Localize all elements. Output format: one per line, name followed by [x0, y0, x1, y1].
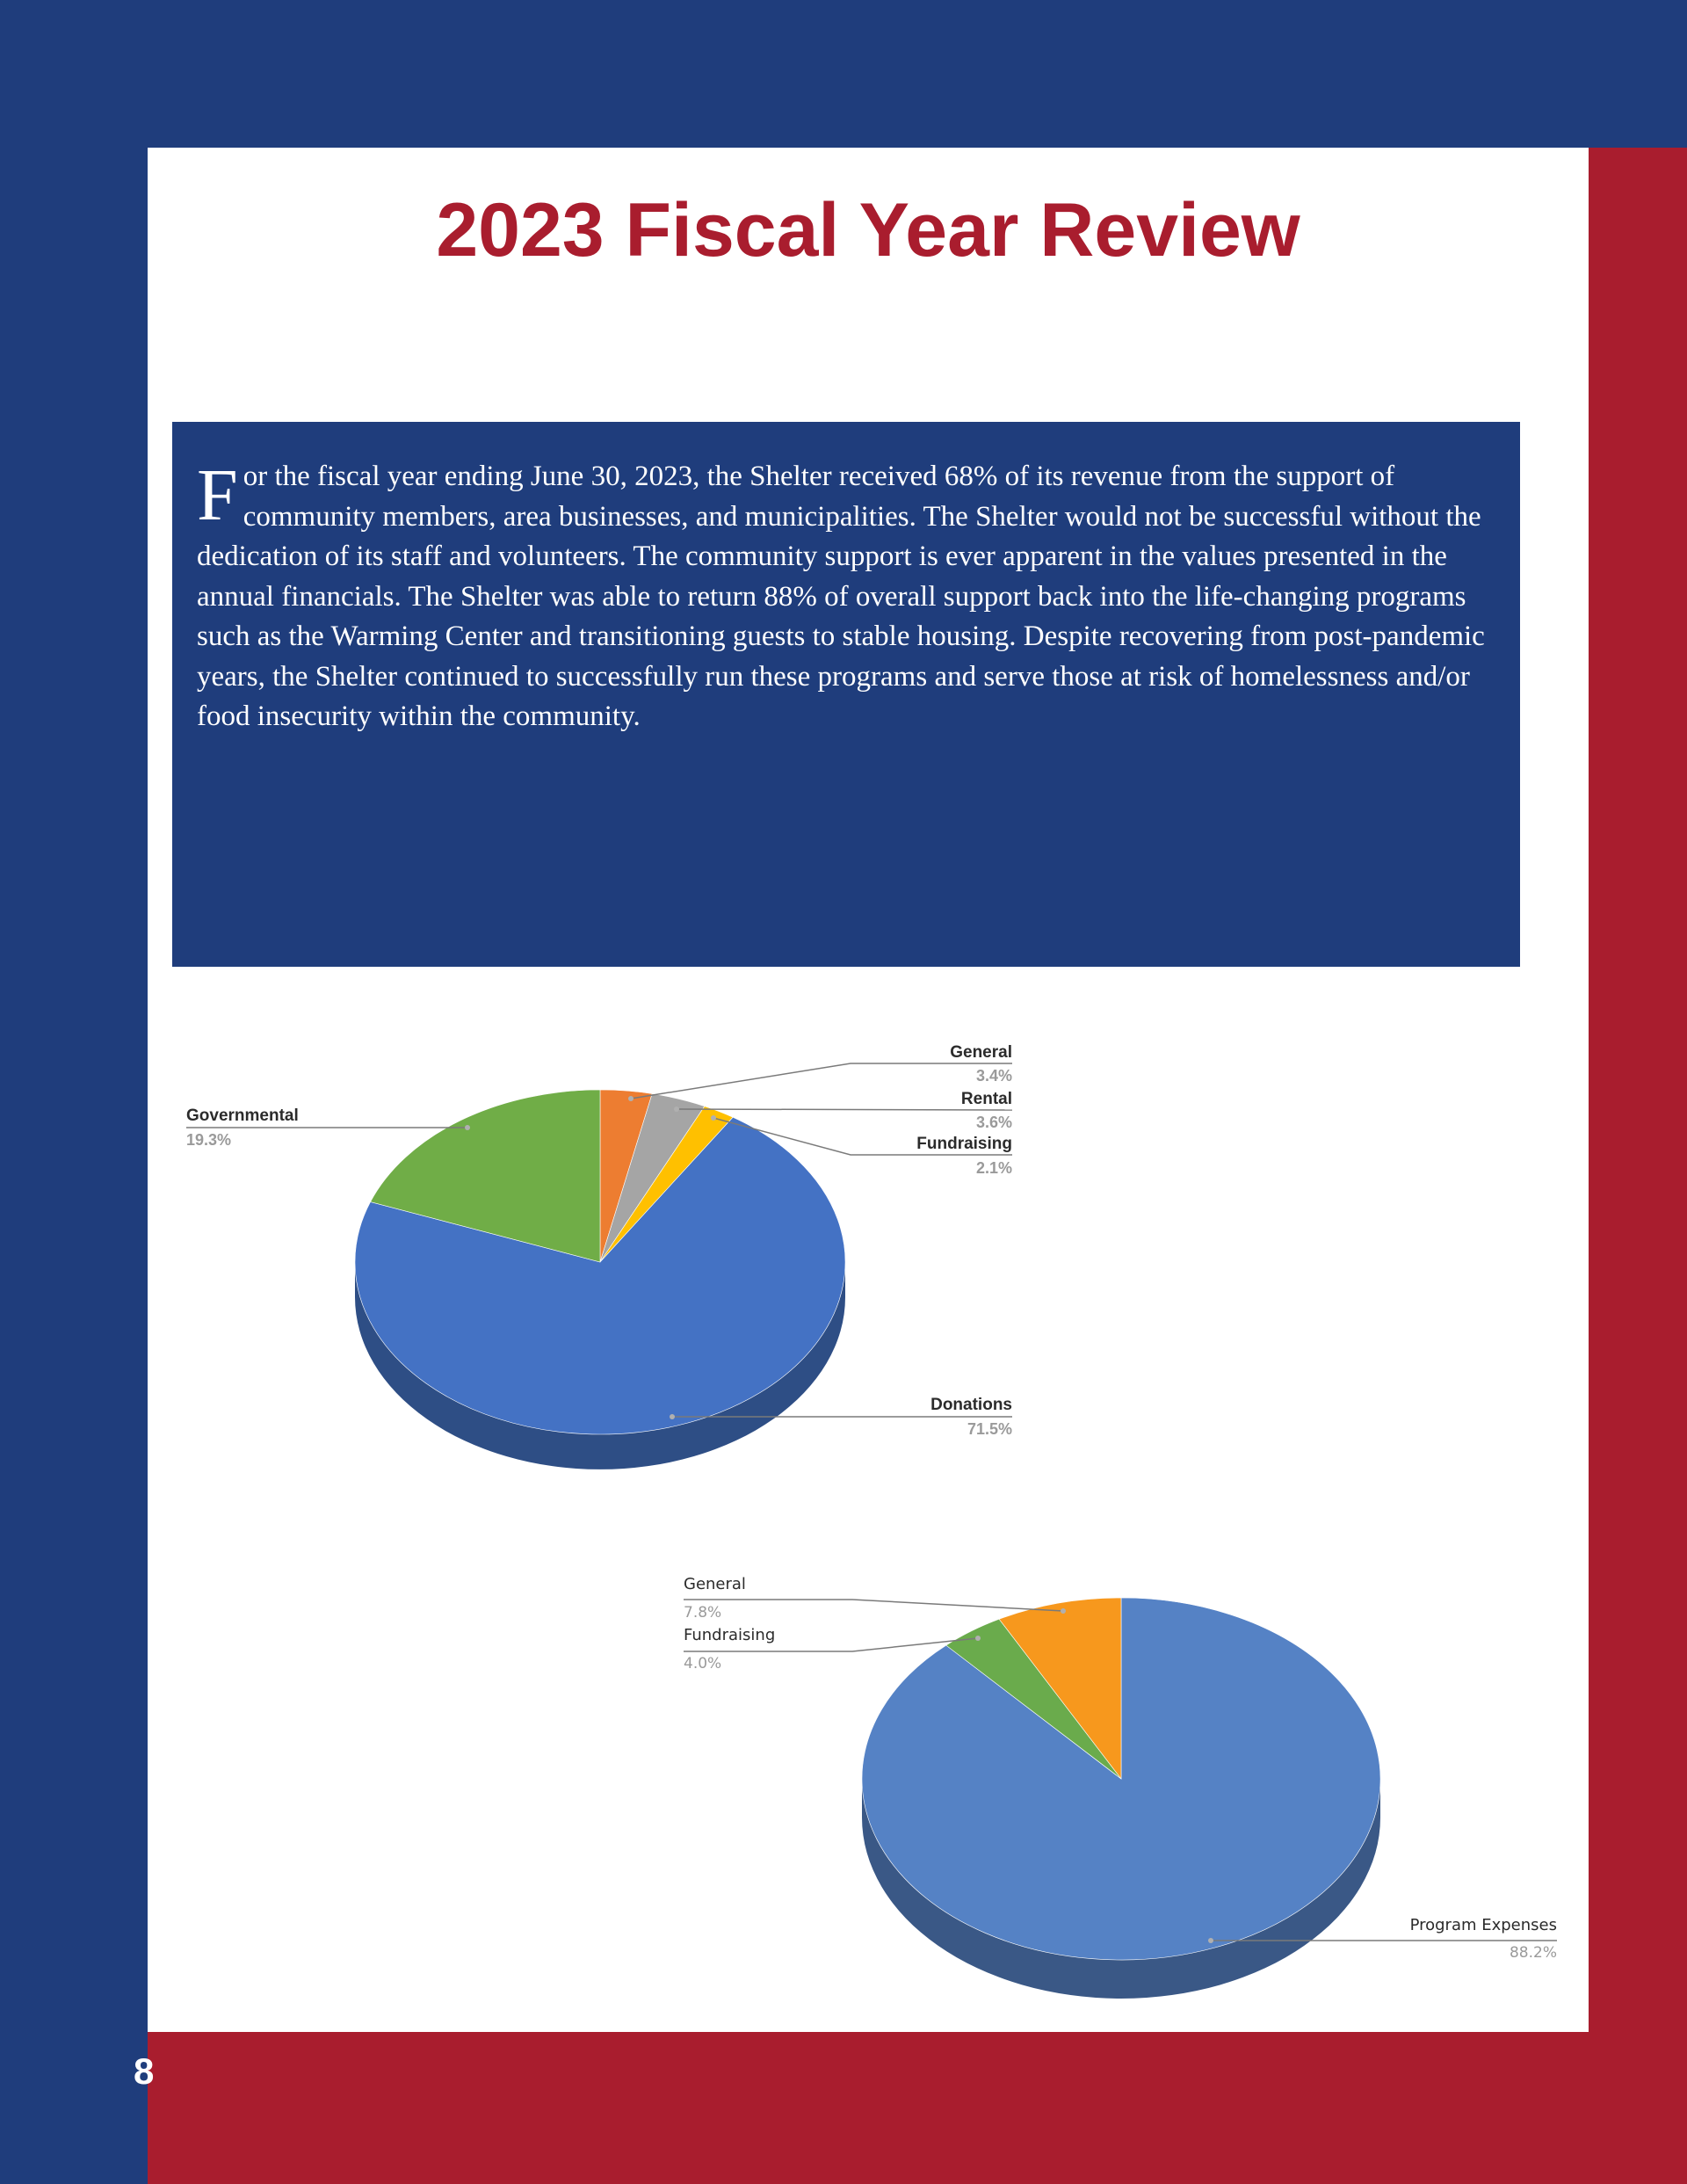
intro-body-text: or the fiscal year ending June 30, 2023, the Shelter received 68% of its revenue from the support of community members, area businesses, and municipalities. The Shelter would not be successful without the dedication of its staff and volunteers. The community support is ever apparent in the values presented in the annual financials. The Shelter was able to return 88% of overall support back into the life-changing programs such as the Warming Center and transitioning guests to stable housing. Despite recovering from post-pandemic years, the Shelter continued to successfully run these programs and serve those at risk of homelessness and/or food insecurity within the community. [197, 461, 1485, 732]
slice-value-general: 3.4% [975, 1067, 1012, 1085]
slice-label-donations: Donations [930, 1396, 1012, 1414]
slice-label-governmental: Governmental [186, 1107, 299, 1125]
slice-label-fundraising: Fundraising [916, 1135, 1012, 1153]
leader-dot [975, 1636, 981, 1641]
slice-label-fundraising: Fundraising [684, 1626, 776, 1644]
slice-label-program-expenses: Program Expenses [1409, 1916, 1557, 1934]
drop-cap: F [197, 454, 238, 536]
leader-dot [1061, 1608, 1066, 1614]
slice-label-rental: Rental [960, 1090, 1012, 1108]
slice-label-general: General [950, 1043, 1012, 1062]
page-number: 8 [134, 2050, 155, 2092]
slice-value-general: 7.8% [684, 1604, 722, 1622]
slice-value-rental: 3.6% [975, 1114, 1012, 1131]
leader-dot [1208, 1938, 1213, 1943]
expenses-pie-slices [862, 1598, 1380, 1960]
slice-label-general: General [684, 1575, 746, 1593]
slice-value-fundraising: 2.1% [975, 1159, 1012, 1177]
leader-line-general [684, 1600, 1063, 1611]
slice-value-program-expenses: 88.2% [1509, 1944, 1557, 1962]
slice-value-governmental: 19.3% [186, 1131, 232, 1149]
slice-value-fundraising: 4.0% [684, 1655, 722, 1672]
slice-value-donations: 71.5% [967, 1420, 1012, 1438]
page-title: 2023 Fiscal Year Review [436, 188, 1300, 272]
